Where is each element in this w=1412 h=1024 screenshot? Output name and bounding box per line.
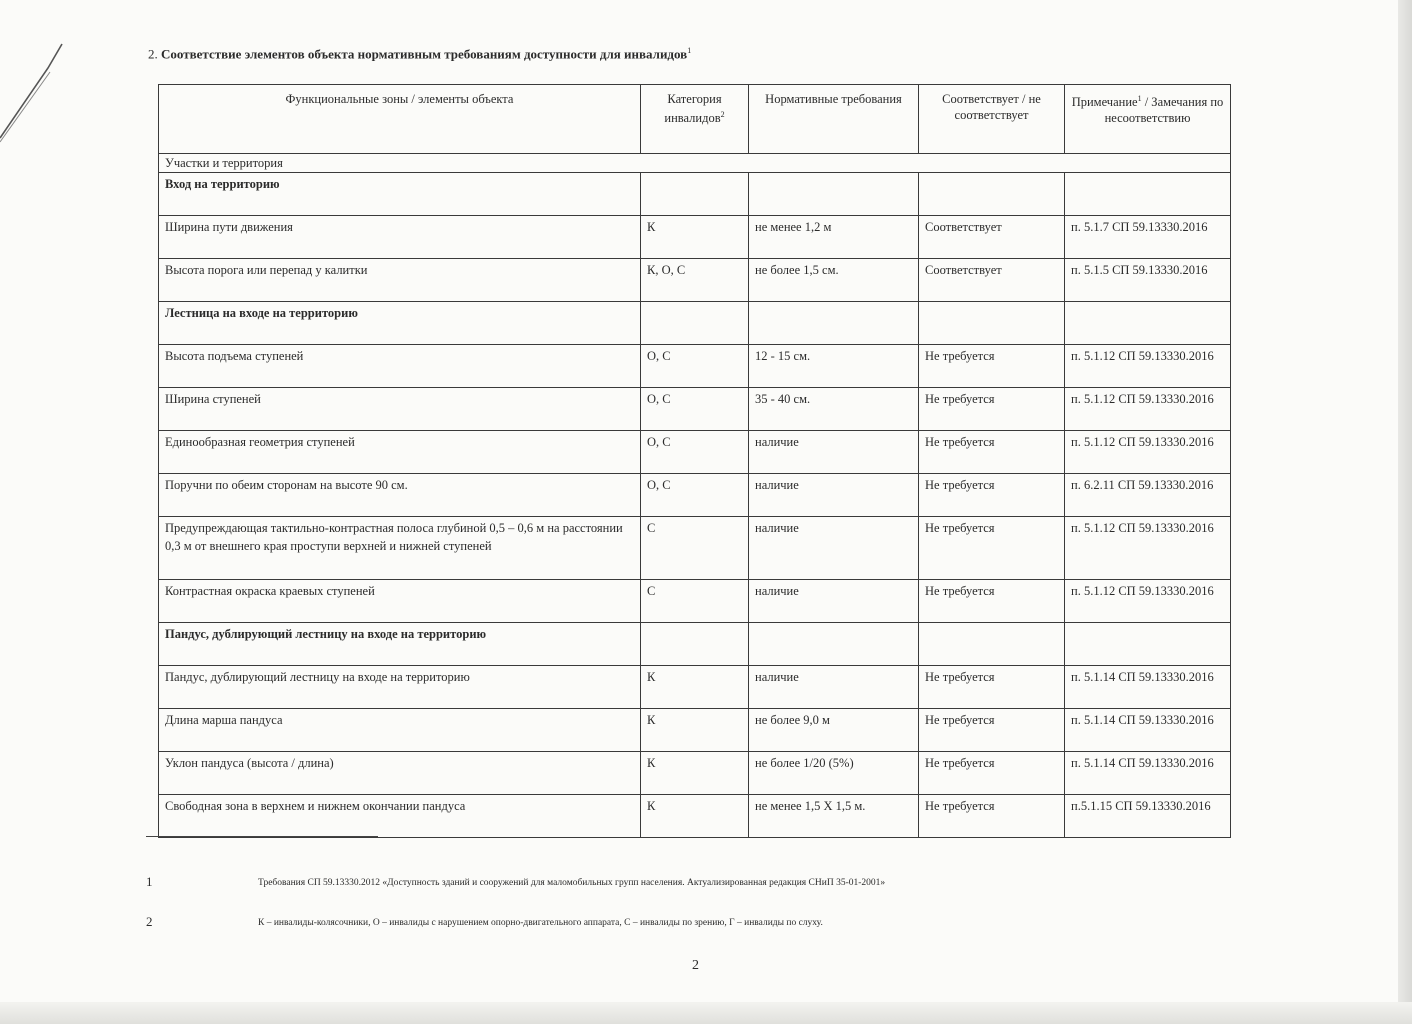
element-cell: Пандус, дублирующий лестницу на входе на территорию: [159, 666, 641, 709]
empty-cell: [919, 173, 1065, 216]
table-row: [159, 431, 1231, 474]
requirement-cell: не менее 1,5 Х 1,5 м.: [749, 795, 919, 838]
category-cell: К: [641, 795, 749, 838]
header-category-ref: 2: [720, 110, 725, 119]
table-row: [159, 666, 1231, 709]
status-cell: Не требуется: [919, 517, 1065, 580]
section-number: 2.: [148, 46, 158, 62]
status-cell: Не требуется: [919, 580, 1065, 623]
footnote-2-number: 2: [146, 914, 153, 929]
header-notes: [1065, 85, 1231, 154]
header-category: [641, 85, 749, 154]
requirement-cell: 35 - 40 см.: [749, 388, 919, 431]
element-cell: Предупреждающая тактильно-контрастная полоса глубиной 0,5 – 0,6 м на расстоянии 0,3 м от внешнего края проступи верхней и нижней ступеней: [159, 517, 641, 580]
footnote-1-text: Требования СП 59.13330.2012 «Доступность зданий и сооружений для маломобильных групп населения. Актуализированная редакция СНиП 35-01-2001»: [258, 878, 886, 888]
status-cell: Не требуется: [919, 345, 1065, 388]
category-cell: С: [641, 517, 749, 580]
element-cell: Высота порога или перепад у калитки: [159, 259, 641, 302]
requirement-cell: наличие: [749, 666, 919, 709]
note-cell: п. 5.1.14 СП 59.13330.2016: [1065, 752, 1231, 795]
category-cell: К: [641, 666, 749, 709]
note-cell: п. 5.1.7 СП 59.13330.2016: [1065, 216, 1231, 259]
element-cell: Высота подъема ступеней: [159, 345, 641, 388]
category-cell: О, С: [641, 431, 749, 474]
status-cell: Соответствует: [919, 259, 1065, 302]
status-cell: Не требуется: [919, 795, 1065, 838]
table-row: [159, 580, 1231, 623]
note-cell: п. 5.1.14 СП 59.13330.2016: [1065, 666, 1231, 709]
table-body: [159, 154, 1231, 838]
element-cell: Единообразная геометрия ступеней: [159, 431, 641, 474]
header-notes-tail: / Замечания по несоответствию: [1104, 95, 1224, 126]
table-header-row: [159, 85, 1231, 154]
category-cell: О, С: [641, 474, 749, 517]
group-label: Пандус, дублирующий лестницу на входе на территорию: [159, 623, 641, 666]
note-cell: п.5.1.15 СП 59.13330.2016: [1065, 795, 1231, 838]
empty-cell: [749, 302, 919, 345]
category-cell: К: [641, 752, 749, 795]
note-cell: п. 5.1.12 СП 59.13330.2016: [1065, 580, 1231, 623]
scan-edge-bottom: [0, 1002, 1412, 1024]
footnote-separator: [146, 836, 378, 837]
element-cell: Контрастная окраска краевых ступеней: [159, 580, 641, 623]
note-cell: п. 5.1.12 СП 59.13330.2016: [1065, 431, 1231, 474]
header-category-text: Категория инвалидов: [664, 92, 722, 126]
status-cell: Не требуется: [919, 709, 1065, 752]
note-cell: п. 5.1.12 СП 59.13330.2016: [1065, 388, 1231, 431]
element-cell: Уклон пандуса (высота / длина): [159, 752, 641, 795]
status-cell: Соответствует: [919, 216, 1065, 259]
footnote-2-text: К – инвалиды-колясочники, О – инвалиды с нарушением опорно-двигательного аппарата, С – инвалиды по зрению, Г – инвалиды по слуху.: [258, 918, 823, 928]
empty-cell: [919, 623, 1065, 666]
folded-corner-mark: [0, 0, 150, 150]
footnote-1-number: 1: [146, 874, 153, 889]
empty-cell: [749, 173, 919, 216]
table-row: [159, 259, 1231, 302]
group-label: Вход на территорию: [159, 173, 641, 216]
header-notes-ref: 1: [1137, 94, 1142, 103]
table-row: [159, 795, 1231, 838]
element-cell: Ширина пути движения: [159, 216, 641, 259]
table-group-row: [159, 302, 1231, 345]
requirement-cell: наличие: [749, 474, 919, 517]
element-cell: Поручни по обеим сторонам на высоте 90 см.: [159, 474, 641, 517]
table-row: [159, 388, 1231, 431]
table-row: [159, 474, 1231, 517]
category-cell: О, С: [641, 345, 749, 388]
empty-cell: [919, 302, 1065, 345]
header-notes-text: Примечание: [1071, 95, 1138, 110]
requirement-cell: наличие: [749, 580, 919, 623]
header-compliance: Соответствует / не соответствует: [919, 85, 1065, 154]
element-cell: Свободная зона в верхнем и нижнем окончании пандуса: [159, 795, 641, 838]
group-label: Лестница на входе на территорию: [159, 302, 641, 345]
empty-cell: [641, 302, 749, 345]
category-cell: О, С: [641, 388, 749, 431]
section-title: [148, 46, 691, 62]
note-cell: п. 5.1.14 СП 59.13330.2016: [1065, 709, 1231, 752]
status-cell: Не требуется: [919, 388, 1065, 431]
requirement-cell: не более 1/20 (5%): [749, 752, 919, 795]
element-cell: Длина марша пандуса: [159, 709, 641, 752]
table-group-row: [159, 623, 1231, 666]
table-row: [159, 517, 1231, 580]
element-cell: Ширина ступеней: [159, 388, 641, 431]
note-cell: п. 5.1.5 СП 59.13330.2016: [1065, 259, 1231, 302]
note-cell: п. 5.1.12 СП 59.13330.2016: [1065, 345, 1231, 388]
header-zone: Функциональные зоны / элементы объекта: [159, 85, 641, 154]
header-requirements: Нормативные требования: [749, 85, 919, 154]
category-cell: К, О, С: [641, 259, 749, 302]
requirement-cell: 12 - 15 см.: [749, 345, 919, 388]
page-number: 2: [692, 958, 699, 973]
empty-cell: [1065, 302, 1231, 345]
table-row: [159, 345, 1231, 388]
empty-cell: [1065, 173, 1231, 216]
note-cell: п. 6.2.11 СП 59.13330.2016: [1065, 474, 1231, 517]
status-cell: Не требуется: [919, 666, 1065, 709]
requirement-cell: наличие: [749, 517, 919, 580]
status-cell: Не требуется: [919, 431, 1065, 474]
category-cell: С: [641, 580, 749, 623]
category-cell: К: [641, 709, 749, 752]
section-title-footnote-ref: 1: [687, 46, 692, 55]
section-title-text: Соответствие элементов объекта нормативным требованиям доступности для инвалидов: [161, 46, 688, 62]
empty-cell: [641, 173, 749, 216]
category-cell: К: [641, 216, 749, 259]
accessibility-compliance-table: [158, 84, 1231, 838]
subsection-row: [159, 154, 1231, 173]
table-row: [159, 709, 1231, 752]
requirement-cell: не более 9,0 м: [749, 709, 919, 752]
subsection-label: Участки и территория: [159, 154, 1231, 173]
table-group-row: [159, 173, 1231, 216]
requirement-cell: не менее 1,2 м: [749, 216, 919, 259]
empty-cell: [749, 623, 919, 666]
table-row: [159, 752, 1231, 795]
requirement-cell: не более 1,5 см.: [749, 259, 919, 302]
scan-edge-right: [1398, 0, 1412, 1024]
status-cell: Не требуется: [919, 752, 1065, 795]
table-row: [159, 216, 1231, 259]
requirement-cell: наличие: [749, 431, 919, 474]
empty-cell: [1065, 623, 1231, 666]
empty-cell: [641, 623, 749, 666]
status-cell: Не требуется: [919, 474, 1065, 517]
note-cell: п. 5.1.12 СП 59.13330.2016: [1065, 517, 1231, 580]
